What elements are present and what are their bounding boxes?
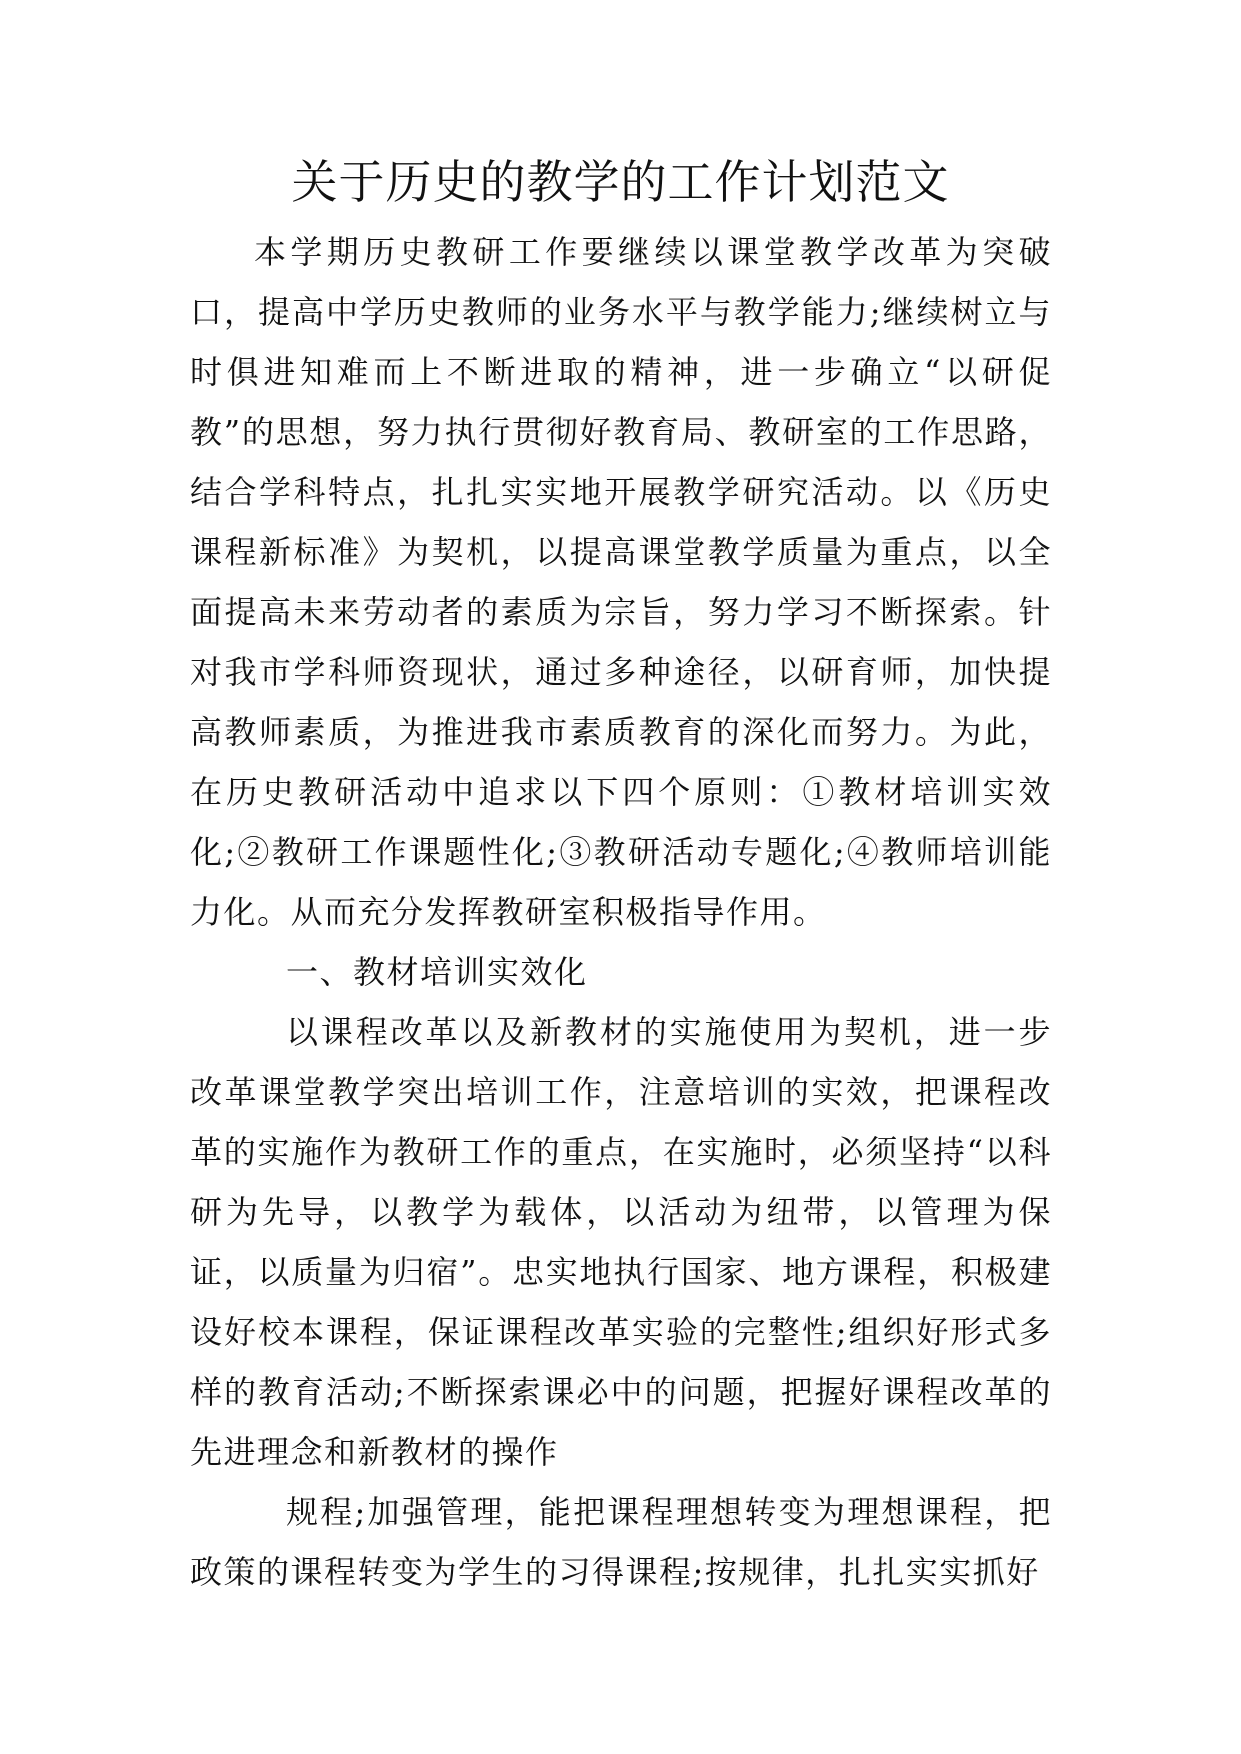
document-body bbox=[190, 222, 1052, 1602]
section-1-paragraph: 以课程改革以及新教材的实施使用为契机，进一步改革课堂教学突出培训工作，注意培训的实效，把课程改革的实施作为教研工作的重点，在实施时，必须坚持“以科研为先导，以教学为载体，以活动为纽带，以管理为保证，以质量为归宿”。忠实地执行国家、地方课程，积极建设好校本课程，保证课程改革实验的完整性;组织好形式多样的教育活动;不断探索课必中的问题，把握好课程改革的先进理念和新教材的操作 bbox=[190, 1013, 1052, 1471]
section-1-paragraph-continued: 规程;加强管理，能把课程理想转变为理想课程，把政策的课程转变为学生的习得课程;按规律，扎扎实实抓好 bbox=[190, 1493, 1052, 1591]
document-title: 关于历史的教学的工作计划范文 bbox=[291, 155, 950, 209]
intro-paragraph: 本学期历史教研工作要继续以课堂教学改革为突破口，提高中学历史教师的业务水平与教学能力;继续树立与时俱进知难而上不断进取的精神，进一步确立“以研促教”的思想，努力执行贯彻好教育局、教研室的工作思路，结合学科特点，扎扎实实地开展教学研究活动。以《历史课程新标准》为契机，以提高课堂教学质量为重点，以全面提高未来劳动者的素质为宗旨，努力学习不断探索。针对我市学科师资现状，通过多种途径，以研育师，加快提高教师素质，为推进我市素质教育的深化而努力。为此，在历史教研活动中追求以下四个原则：①教材培训实效化;②教研工作课题性化;③教研活动专题化;④教师培训能力化。从而充分发挥教研室积极指导作用。 bbox=[190, 233, 1052, 931]
section-heading-1: 一、教材培训实效化 bbox=[286, 953, 588, 991]
